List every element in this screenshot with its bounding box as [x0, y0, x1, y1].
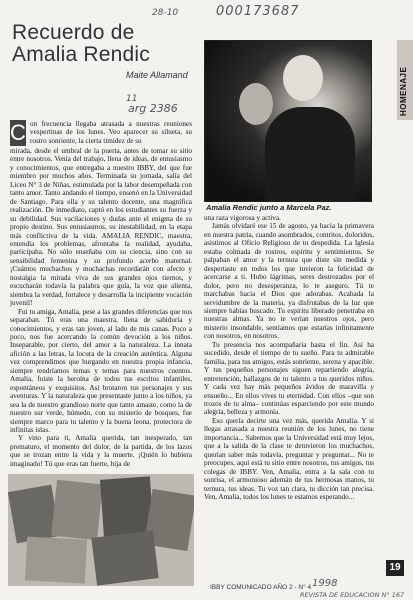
footer-publication: IBBY COMUNICADO AÑO 2 - N° 4 [210, 584, 312, 591]
handwritten-year: 1998 [312, 578, 338, 589]
section-tab-label: HOMENAJE [399, 66, 408, 116]
left-column-intro [30, 120, 192, 145]
handwritten-source-note: REVISTA DE EDUCACION N° 167 [300, 591, 405, 599]
handwritten-note-number: 11 [126, 94, 138, 104]
article-author: Maite Allamand [126, 70, 188, 80]
photo-person-right-body [265, 107, 355, 201]
title-line-1: Recuerdo de [12, 21, 135, 44]
book-cover-image [51, 480, 103, 541]
right-column [204, 214, 374, 501]
book-covers-collage [8, 474, 194, 586]
right-paragraph: Tu presencia nos acompañaría hasta el fin. Así ha sucedido, desde el tiempo de tu sueño. Para tu admirable familia, para tus amigos, estás sonriente, serena y apacible. Y tus pequeños personajes siguen repartiendo alegría, entretención, hallazgos de tu talento a tus queridos niños. Y cada vez hay más pequeños ávidos de maravilla y ensueño... En ellos vives tu eternidad. Con ellos –que son trozos de tu alma– continúas esparciendo por este mundo alegría, belleza y armonía. [204, 340, 374, 417]
right-paragraph: una raza vigorosa y activa. [204, 214, 281, 222]
handwritten-catalog-code: 000173687 [216, 4, 300, 19]
handwritten-note-date: 28-10 [152, 8, 179, 18]
photo-person-left [239, 83, 273, 125]
book-cover-image [91, 530, 158, 585]
left-paragraph: mirada, desde el umbral de la puerta, antes de tomar su sitio entre nosotros. Venía del trabajo, llena de ideas, de entusiasmo y conocimientos, que entregaba a nuestro IBBY, del que fue miembro por muchos años. Terminada su jornada, salía del Liceo N° 3 de Niñas, estimulada por la labor desempeñada con tanto amor. Tanto andando el tiempo, ensenó en la Universidad de Santiago. Para ella y su talento docente, una magnífica realización. De inmediato, captó en los estudiantes su fuerza y su debilidad. Sus vacilaciones y dudas ante el enigma de su propio destino. Sus entusiasmos, su inestabilidad, en la etapa más conflictiva de la vida. AMALIA RENDIC, maestra, entendía los problemas, afrontaba la realidad, ayudaba, participaba. No sólo enseñaba con su ciencia, sino con su sensibilidad femenina y su profundo acerbo maternal. ¡Cuántos muchachos y muchachas recordarán con afecto y nostalgia la mirada viva de sus grandes ojos tiernos, y escucharán todavía la palabra que guía, la voz que alienta, siembra la verdad, fortalece y desarrolla la incipiente vocación juvenil! [10, 147, 192, 308]
article-photo [204, 40, 372, 202]
photo-caption: Amalia Rendic junto a Marcela Paz. [206, 203, 332, 212]
left-column [10, 147, 192, 468]
photo-person-right-face [283, 55, 323, 101]
left-paragraph: Fui tu amiga, Amalia, pese a las grandes diferencias que nos separaban. Tú eras una maestra, llena de sabiduría y conocimientos, y eras tan joven, al lado de mis canas. Poco a poco, nos fue acercando la común devoción a los niños. Inseparable, por cierto, del amor a la naturaleza. La innata afición a las letras, la locura de la creación auténtica. Alguna vez comprendimos que hurgando en nuestra propia infancia, siempre tendríamos temas y temas para nuestros cuentos. Amalia, fuiste la heroína de todos tus escritos infantiles, espontáneos y exquisitos. Así brotaron tus personajes y sus aventuras. Y la naturaleza que presentaste junto a los niños, ya sea la de nuestro grandioso norte que tanto amaste, como la de nuestro sur verde, húmedo, con su misterio de bosques, fue siempre marco para tu talento y la buena leona, protectora de infinitas islas. [10, 307, 192, 434]
title-line-2: Amalia Rendic [12, 43, 150, 66]
handwritten-note-reference: arg 2386 [128, 102, 178, 115]
intro-text: on frecuencia llegaba atrasada a nuestras reuniones vespertinas de los lunes. Veo aparecer su silueta, su rostro sonriente, la cierta timidez de su [30, 120, 192, 145]
right-paragraph: Eso quería decirte una vez más, querida Amalia. Y si llegas atrasada a nuestra reunión de los lunes, no tiene importancia... Sabemos que la Universidad está muy lejos, que a la salida de la clase te detuvieron los muchachos, querían saber más todavía, preguntar y preguntar... No te preocupes, aquí está tu sitio entre nosotros, tus amigos, tus colegas de IBBY. Ven, Amalia, entra a la sala con tu sonrisa, el armonioso ademán de tus hermosas manos, tu ternura, tus ideas. Tu voz tan clara, tu dicción tan precisa. Ven, Amalia, todos los lunes te estamos esperando... [204, 416, 374, 501]
right-paragraph: Jamás olvidaré ese 15 de agosto, ya hacia la primavera en nuestra patria, cuando asombrados, contritos, doloridos, asistimos al Oficio Religioso de tu despedida. La Iglesia estaba colmada de rostros, espíritu y sentimientos. Se palpaban el amor y la ternura que diste sin medida y despertaste en todos los que tuvieron la felicidad de acercarse a ti. Hubo lágrimas, seres destrozados por el dolor, pero no desesperanza, lo te aseguro. Tú te marchabas hacia el Dios que adorabas. Acabada la servidumbre de la materia, ya disfrutabas de la luz que siempre habías buscado. Tu espíritu liberado penetraba en nuestras almas. Ya no te verían nuestros ojos, pero misterio insondable, sentíamos que estarías infinitamente con nosotros, en nosotros. [204, 222, 374, 341]
left-paragraph: Y vino para ti, Amalia querida, tan inesperado, tan prematuro, el momento del dolor, de la partida, de los lazos que se trozan entre la vida y la muerte. ¡Quién lo hubiera imaginado! Tú que eras tan fuerte, hija de [10, 434, 192, 468]
book-cover-image [25, 536, 87, 583]
article-title [12, 22, 150, 66]
section-tab [397, 40, 413, 120]
page-number: 19 [386, 560, 404, 576]
drop-cap: C [10, 120, 26, 145]
